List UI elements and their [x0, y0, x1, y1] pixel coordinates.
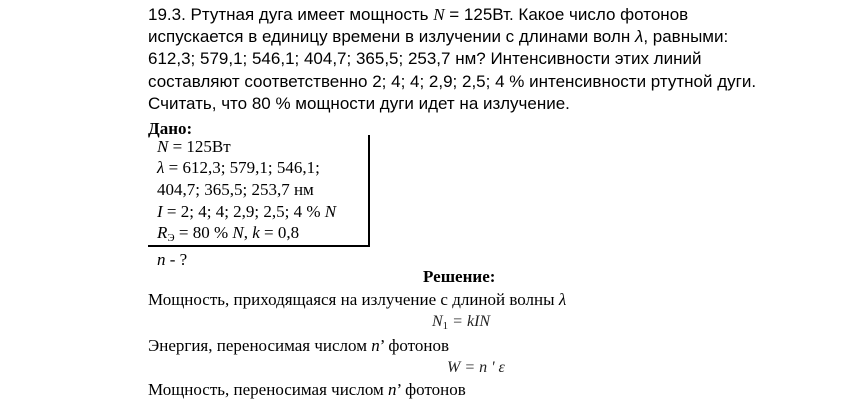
solution-text: Энергия, переносимая числом — [148, 336, 372, 355]
given-lambda — [157, 158, 320, 178]
problem-line-2 — [148, 26, 863, 48]
given-var: I — [157, 202, 163, 221]
problem-line-3: 612,3; 579,1; 546,1; 404,7; 365,5; 253,7 нм? Интенсивности этих линий — [148, 49, 702, 69]
formula-energy: W = n ' ε — [447, 359, 505, 376]
given-separator: , — [243, 223, 253, 242]
given-value: = 2; 4; 4; 2,9; 2,5; 4 % — [162, 202, 325, 221]
given-value: - ? — [165, 250, 188, 269]
solution-var: n — [388, 380, 397, 399]
problem-line-5: Считать, что 80 % мощности дуги идет на излучение. — [148, 93, 570, 113]
problem-text: испускается в единицу времени в излучении с длинами волн — [148, 27, 635, 47]
given-value: = 125Вт — [168, 137, 231, 156]
given-var: λ — [157, 158, 165, 177]
solution-var: λ — [558, 290, 567, 309]
given-var: R — [157, 223, 168, 242]
solution-text: Мощность, приходящаяся на излучение с длиной волны — [148, 290, 559, 309]
problem-statement — [148, 4, 863, 115]
solution-line-3 — [148, 380, 466, 400]
given-intensity — [157, 202, 336, 222]
given-lambda-cont: 404,7; 365,5; 253,7 нм — [157, 180, 314, 199]
given-heading: Дано: — [148, 119, 193, 138]
given-value: = 612,3; 579,1; 546,1; — [164, 158, 320, 177]
formula-subscript: 1 — [442, 320, 449, 332]
solution-text: Мощность, переносимая числом — [148, 380, 389, 399]
problem-text: 19.3. Ртутная дуга имеет мощность — [148, 5, 434, 24]
problem-line-4: составляют соответственно 2; 4; 4; 2,9; 2,5; 4 % интенсивности ртутной дуги. — [148, 71, 757, 91]
solution-text: ’ фотонов — [396, 380, 466, 399]
given-var: N — [324, 202, 337, 221]
formula-n1 — [432, 313, 490, 332]
given-subscript: Э — [167, 232, 175, 244]
solution-heading: Решение: — [423, 267, 496, 286]
problem-line-1 — [148, 4, 863, 26]
formula-lhs: N — [432, 313, 443, 330]
solution-var: n — [371, 336, 380, 355]
given-value: = 80 % — [174, 223, 233, 242]
problem-text: , равными: — [643, 27, 729, 47]
given-var: N — [232, 223, 244, 242]
given-var: N — [157, 137, 169, 156]
wavelength-variable: λ — [634, 27, 644, 47]
problem-text: = 125Вт. Какое число фотонов — [444, 5, 689, 24]
solution-text: ’ фотонов — [379, 336, 450, 355]
solution-line-2 — [148, 336, 449, 356]
given-var: k — [252, 223, 260, 242]
given-value: = 0,8 — [259, 223, 300, 242]
find-unknown — [157, 250, 187, 270]
given-power — [157, 137, 231, 157]
power-variable: N — [433, 5, 445, 24]
given-radiation-fraction — [157, 223, 299, 244]
given-var: n — [157, 250, 166, 269]
solution-line-1 — [148, 290, 566, 310]
formula-rhs: = kIN — [448, 313, 491, 330]
